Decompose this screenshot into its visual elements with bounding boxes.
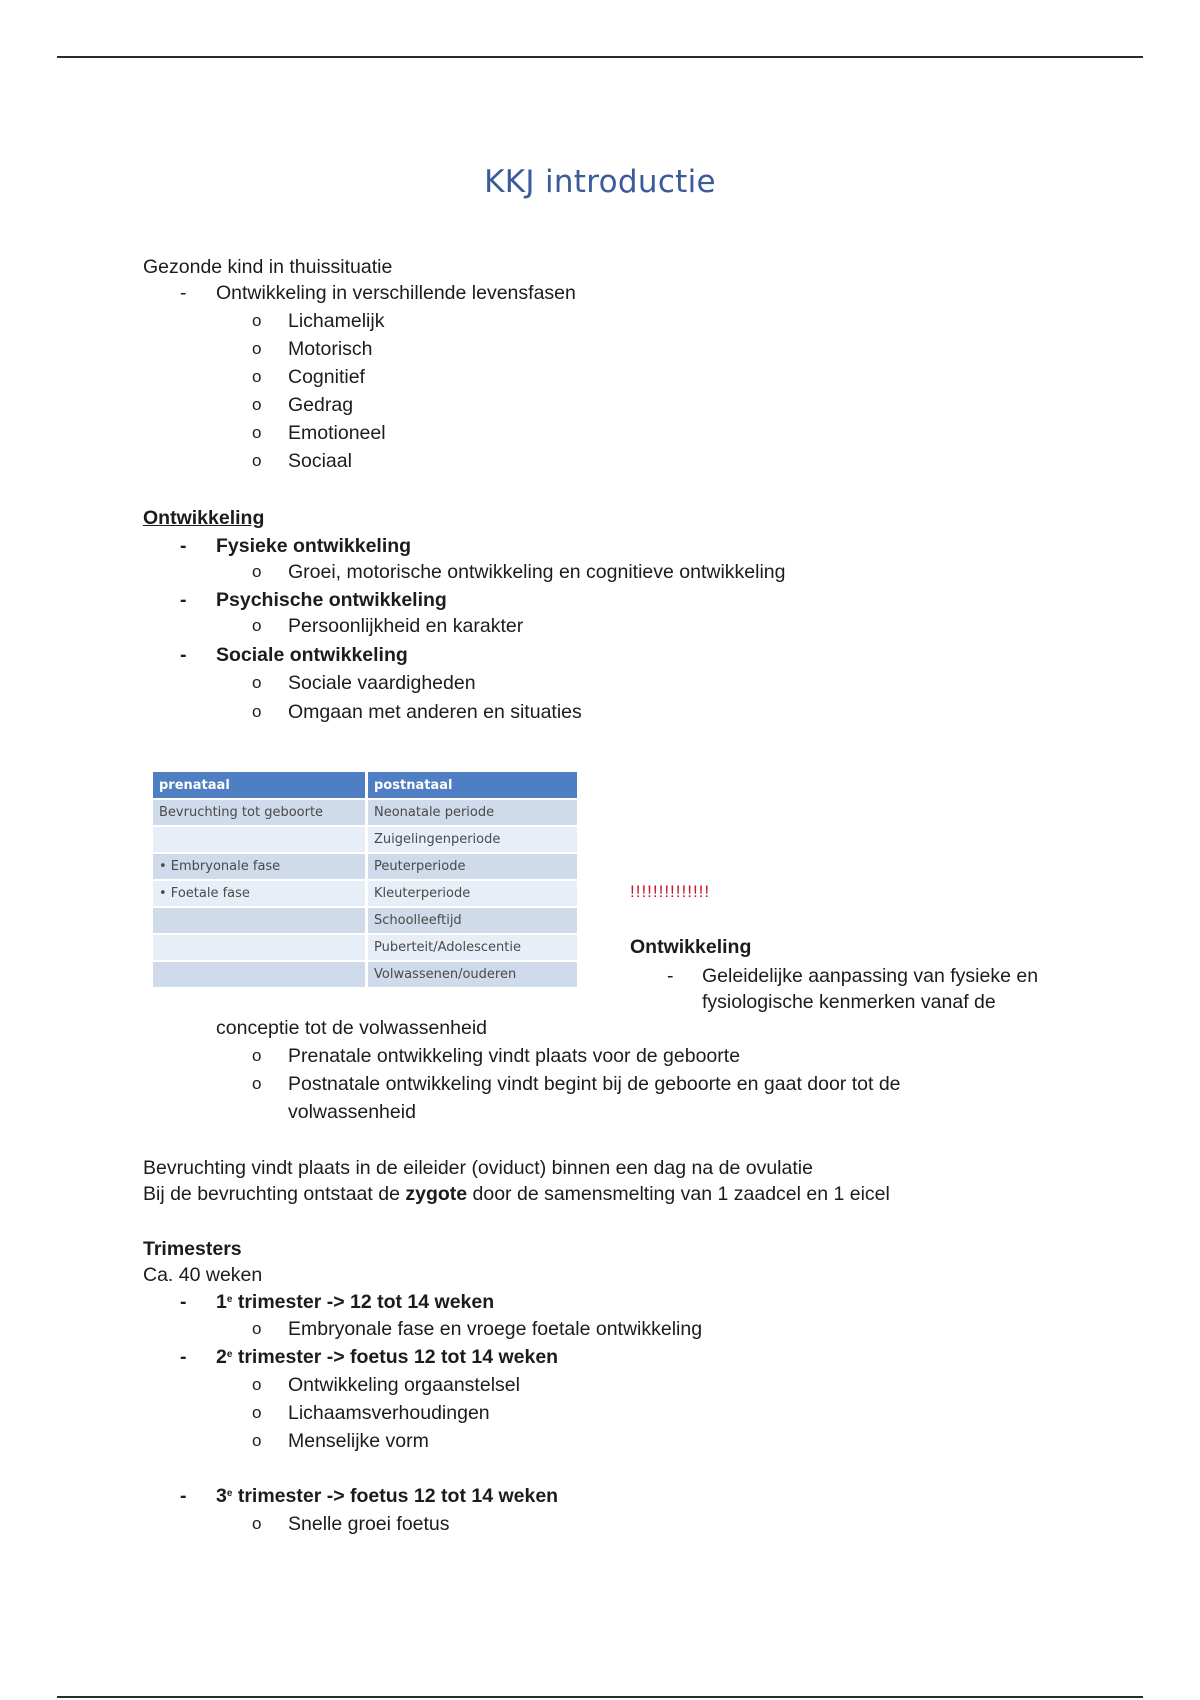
table-cell: Zuigelingenperiode [367,826,578,853]
list-item-continuation: volwassenheid [288,1101,416,1123]
list-item: Lichamelijk [288,310,385,332]
trimester-label: trimester -> foetus 12 tot 14 weken [232,1346,559,1368]
dash-bullet: - [180,644,187,666]
header-rule [57,56,1143,58]
side-heading: Ontwikkeling [630,936,752,958]
table-cell: Volwassenen/ouderen [367,961,578,987]
zygote-term: zygote [405,1183,468,1205]
list-item: Lichaamsverhoudingen [288,1402,490,1424]
section-heading-trimesters: Trimesters [143,1238,242,1260]
list-item: Persoonlijkheid en karakter [288,615,524,637]
circle-bullet: o [252,1046,262,1065]
trimester-suffix: e [226,1349,233,1360]
table-row [153,907,577,934]
intro-bullet: Ontwikkeling in verschillende levensfasen [216,282,576,304]
circle-bullet: o [252,1074,262,1093]
circle-bullet: o [252,702,262,721]
circle-bullet: o [252,1514,262,1533]
side-bullet-line: fysiologische kenmerken vanaf de [702,991,996,1013]
list-item [216,1344,558,1370]
page-title: KKJ introductie [484,164,716,200]
exclamation-marks: !!!!!!!!!!!!!! [630,882,711,901]
trimester-suffix: e [226,1488,233,1499]
list-item: Postnatale ontwikkeling vindt begint bij de geboorte en gaat door tot de [288,1073,901,1095]
table-row [153,826,577,853]
text-segment: door de samensmelting van 1 zaadcel en 1 eicel [467,1183,890,1205]
table-cell [153,907,367,934]
table-row [153,934,577,961]
list-item: Sociale ontwikkeling [216,644,408,666]
list-item: Sociaal [288,450,352,472]
trimester-suffix: e [226,1294,233,1305]
duration-text: Ca. 40 weken [143,1264,263,1286]
table-cell: Peuterperiode [367,853,578,880]
table-cell [153,961,367,987]
trimester-number: 2 [216,1346,227,1368]
intro-heading: Gezonde kind in thuissituatie [143,256,393,278]
list-item: Gedrag [288,394,354,416]
circle-bullet: o [252,1431,262,1450]
list-item: Embryonale fase en vroege foetale ontwikkeling [288,1318,703,1340]
table-row [153,961,577,987]
trimester-label: trimester -> 12 tot 14 weken [232,1291,495,1313]
list-item: Emotioneel [288,422,386,444]
list-item: Menselijke vorm [288,1430,429,1452]
text-segment: Bij de bevruchting ontstaat de [143,1183,406,1205]
paragraph-line [143,1181,890,1207]
table-cell: • Foetale fase [153,880,367,907]
phases-table [153,772,577,987]
circle-bullet: o [252,1319,262,1338]
dash-bullet: - [180,535,187,557]
list-item: Motorisch [288,338,373,360]
list-item: Fysieke ontwikkeling [216,535,412,557]
circle-bullet: o [252,1403,262,1422]
table-cell: • Embryonale fase [153,853,367,880]
table-cell: Schoolleeftijd [367,907,578,934]
section-heading-ontwikkeling: Ontwikkeling [143,507,265,529]
dash-bullet: - [180,1346,187,1368]
dash-bullet: - [180,1485,187,1507]
list-item: Cognitief [288,366,365,388]
table-row [153,880,577,907]
trimester-number: 3 [216,1485,227,1507]
paragraph-line: Bevruchting vindt plaats in de eileider (oviduct) binnen een dag na de ovulatie [143,1157,813,1179]
table-cell [153,826,367,853]
table-cell: Kleuterperiode [367,880,578,907]
footer-rule [57,1696,1143,1698]
trimester-label: trimester -> foetus 12 tot 14 weken [232,1485,559,1507]
table-cell [153,934,367,961]
table-row [153,853,577,880]
list-item: Groei, motorische ontwikkeling en cognitieve ontwikkeling [288,561,786,583]
dash-bullet: - [180,1291,187,1313]
circle-bullet: o [252,562,262,581]
circle-bullet: o [252,395,262,414]
dash-bullet: - [180,282,187,304]
dash-bullet: - [180,589,187,611]
table-row [153,799,577,826]
list-item [216,1289,494,1315]
list-item: Snelle groei foetus [288,1513,450,1535]
circle-bullet: o [252,1375,262,1394]
list-item: Psychische ontwikkeling [216,589,447,611]
table-header: prenataal [153,772,367,799]
side-bullet-continuation: conceptie tot de volwassenheid [216,1017,488,1039]
list-item: Omgaan met anderen en situaties [288,701,582,723]
circle-bullet: o [252,673,262,692]
table-cell: Neonatale periode [367,799,578,826]
list-item: Sociale vaardigheden [288,672,476,694]
circle-bullet: o [252,423,262,442]
circle-bullet: o [252,367,262,386]
circle-bullet: o [252,339,262,358]
dash-bullet: - [667,965,674,987]
trimester-number: 1 [216,1291,227,1313]
list-item: Prenatale ontwikkeling vindt plaats voor de geboorte [288,1045,741,1067]
table-cell: Bevruchting tot geboorte [153,799,367,826]
table-header: postnataal [367,772,578,799]
side-bullet-line: Geleidelijke aanpassing van fysieke en [702,965,1039,987]
list-item: Ontwikkeling orgaanstelsel [288,1374,520,1396]
table-cell: Puberteit/Adolescentie [367,934,578,961]
circle-bullet: o [252,616,262,635]
list-item [216,1483,558,1509]
circle-bullet: o [252,451,262,470]
circle-bullet: o [252,311,262,330]
